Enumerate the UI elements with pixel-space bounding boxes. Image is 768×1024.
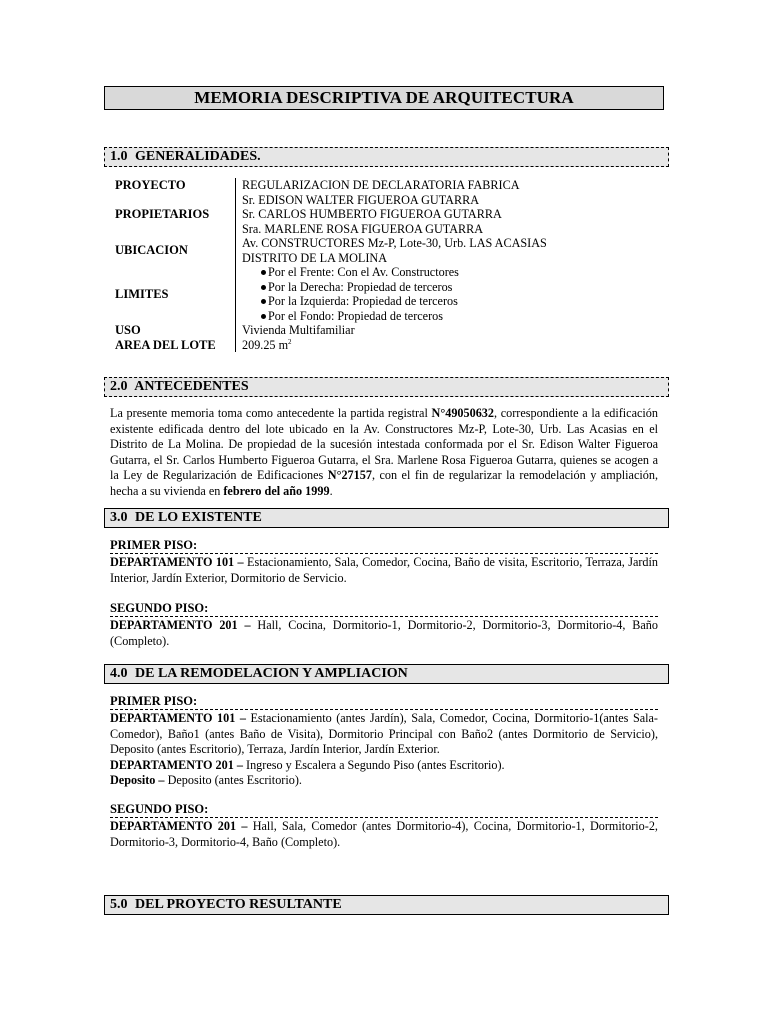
dept-text: Hall, Sala, Comedor (antes Dormitorio-4), Cocina, Dormitorio-1, Dormitorio-2, Dormitorio-3, Dormitorio-4, Baño (Completo). <box>110 819 658 849</box>
row-proyecto <box>115 178 635 193</box>
area-number: 209.25 m <box>242 337 289 352</box>
value-area <box>242 338 635 353</box>
dept-label: Deposito – <box>110 773 165 787</box>
existente-dep101 <box>110 555 658 586</box>
generalidades-table <box>115 178 635 352</box>
section-heading-resultante <box>104 895 669 915</box>
existente-dep201 <box>110 618 658 649</box>
text-run: . <box>329 483 333 498</box>
limite-item: Por el Fondo: Propiedad de terceros <box>242 309 635 324</box>
section-heading-generalidades <box>104 147 669 167</box>
antecedentes-paragraph <box>110 406 658 499</box>
value-ubicacion: DISTRITO DE LA MOLINA <box>242 250 387 265</box>
label-uso: USO <box>115 323 141 337</box>
dept-paragraph <box>110 773 658 789</box>
section-number: 4.0 <box>110 666 128 681</box>
limite-item: Por el Frente: Con el Av. Constructores <box>242 265 635 280</box>
section-number: 5.0 <box>110 897 128 912</box>
section-title: ANTECEDENTES <box>134 379 249 394</box>
limites-list <box>242 265 635 323</box>
ley-number: N°27157 <box>327 468 372 482</box>
section-title: DE LA REMODELACION Y AMPLIACION <box>135 666 408 681</box>
fecha: febrero del año 1999 <box>223 483 330 498</box>
value-proyecto: REGULARIZACION DE DECLARATORIA FABRICA <box>242 178 520 192</box>
value-ubicacion: Av. CONSTRUCTORES Mz-P, Lote-30, Urb. LAS ACASIAS <box>242 236 547 250</box>
row-uso <box>115 323 635 338</box>
dept-text: Hall, Cocina, Dormitorio-1, Dormitorio-2, Dormitorio-3, Dormitorio-4, Baño (Completo). <box>110 618 658 648</box>
dept-text: Estacionamiento, Sala, Comedor, Cocina, Baño de visita, Escritorio, Terraza, Jardín Interior, Jardín Exterior, Dormitorio de Servicio. <box>110 555 658 585</box>
limite-item: Por la Derecha: Propiedad de terceros <box>242 280 635 295</box>
section-title: GENERALIDADES. <box>135 149 261 164</box>
value-uso: Vivienda Multifamiliar <box>242 323 355 337</box>
dept-paragraph <box>110 758 658 774</box>
dept-text: Estacionamiento (antes Jardín), Sala, Comedor, Cocina, Dormitorio-1(antes Sala-Comedor), Baño1 (antes Baño de Visita), Dormitorio Principal con Baño2 (antes Dormitorio de Servicio), Deposito (antes Escritorio), Terraza, Jardín Interior, Jardín Exterior. <box>110 711 658 756</box>
dept-label: DEPARTAMENTO 201 – <box>110 618 251 632</box>
label-proyecto: PROYECTO <box>115 178 186 192</box>
label-ubicacion: UBICACION <box>115 243 188 258</box>
label-propietarios: PROPIETARIOS <box>115 207 210 221</box>
text-run: , con el fin de regularizar la remodelación y ampliación, hecha a su vivienda en <box>110 468 658 498</box>
section-heading-remodelacion <box>104 664 669 684</box>
value-propietario: Sr. CARLOS HUMBERTO FIGUEROA GUTARRA <box>242 207 502 221</box>
remodelacion-segundo-piso <box>110 819 658 850</box>
section-title: DE LO EXISTENTE <box>135 510 262 525</box>
label-area: AREA DEL LOTE <box>115 337 216 352</box>
section-title: DEL PROYECTO RESULTANTE <box>135 897 342 912</box>
row-limites <box>115 265 635 323</box>
label-limites: LIMITES <box>115 286 169 301</box>
subheading-segundo-piso: SEGUNDO PISO: <box>110 601 658 617</box>
text-run: , correspondiente a la edificación existente edificada dentro del lote ubicado en la Av. Constructores Mz-P, Lote-30, Urb. Las Acasias en el Distrito de La Molina. De propiedad de la sucesión intestada conformada por el Sr. Edison Walter Figueroa Gutarra, el Sr. Carlos Humberto Figueroa Gutarra, el Sra. Marlene Rosa Figueroa Gutarra, quienes se acogen a la Ley de Regularización de Edificaciones <box>110 406 658 482</box>
section-heading-existente <box>104 508 669 528</box>
area-superscript: 2 <box>288 337 292 346</box>
section-number: 2.0 <box>110 379 128 394</box>
section-number: 3.0 <box>110 510 128 525</box>
dept-text: Ingreso y Escalera a Segundo Piso (antes Escritorio). <box>242 757 505 772</box>
dept-text: Deposito (antes Escritorio). <box>164 773 302 787</box>
dept-paragraph <box>110 711 658 758</box>
row-propietarios <box>115 193 635 237</box>
dept-label: DEPARTAMENTO 201 – <box>110 819 248 833</box>
remodelacion-primer-piso <box>110 711 658 789</box>
partida-registral: N°49050632 <box>431 406 494 420</box>
limite-item: Por la Izquierda: Propiedad de terceros <box>242 294 635 309</box>
row-ubicacion <box>115 236 635 265</box>
subheading-primer-piso: PRIMER PISO: <box>110 694 658 710</box>
document-title: MEMORIA DESCRIPTIVA DE ARQUITECTURA <box>104 86 664 110</box>
value-propietario: Sr. EDISON WALTER FIGUEROA GUTARRA <box>242 192 480 207</box>
dept-label: DEPARTAMENTO 101 – <box>110 555 244 569</box>
dept-label: DEPARTAMENTO 101 – <box>110 711 246 725</box>
subheading-primer-piso: PRIMER PISO: <box>110 538 658 554</box>
dept-label: DEPARTAMENTO 201 – <box>110 757 243 772</box>
text-run: La presente memoria toma como antecedente la partida registral <box>110 406 432 420</box>
section-heading-antecedentes <box>104 377 669 397</box>
value-propietario: Sra. MARLENE ROSA FIGUEROA GUTARRA <box>242 221 484 236</box>
row-area <box>115 338 635 353</box>
subheading-segundo-piso: SEGUNDO PISO: <box>110 802 658 818</box>
section-number: 1.0 <box>110 149 128 164</box>
